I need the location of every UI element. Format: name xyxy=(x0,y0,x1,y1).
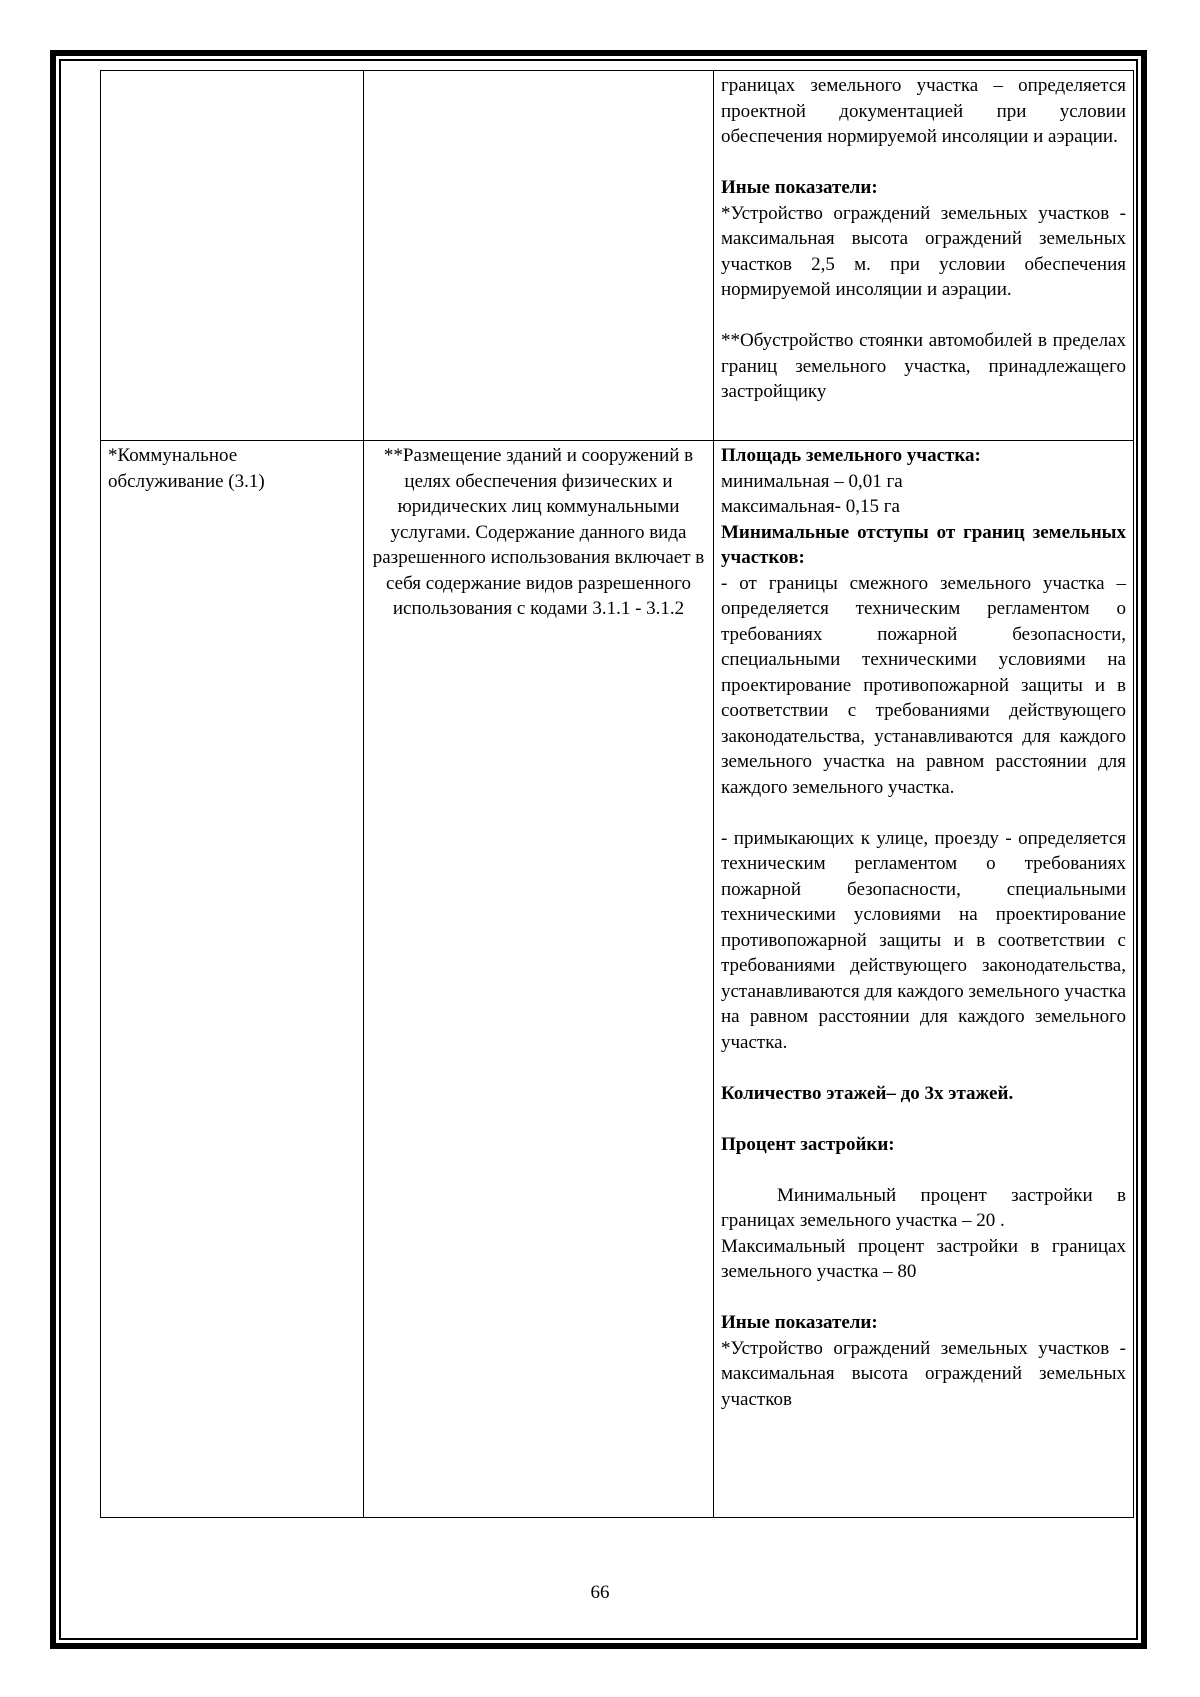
parameter-text: *Устройство ограждений земельных участков - максимальная высота ограждений земельных участков xyxy=(721,1337,1126,1410)
table-cell-type xyxy=(101,71,364,441)
table-row xyxy=(101,441,1134,1518)
table-cell-description xyxy=(364,71,714,441)
parameter-text: Максимальный процент застройки в границах земельного участка – 80 xyxy=(721,1235,1126,1282)
parameter-text: минимальная – 0,01 га xyxy=(721,470,903,492)
parameter-text: максимальная- 0,15 га xyxy=(721,496,900,517)
section-heading: Процент застройки: xyxy=(721,1133,895,1155)
table-cell-parameters xyxy=(714,71,1134,441)
parameter-text: границах земельного участка – определяется проектной документацией при условии обеспечения нормируемой инсоляции и аэрации. xyxy=(721,75,1126,147)
page-number: 66 xyxy=(590,1582,610,1603)
table-cell-description xyxy=(364,441,714,1518)
table-cell-parameters xyxy=(714,441,1134,1518)
use-type-name: *Коммунальное обслуживание (3.1) xyxy=(108,445,265,492)
parameter-text: Минимальный процент застройки в границах земельного участка – 20 . xyxy=(721,1184,1126,1231)
section-heading: Иные показатели: xyxy=(721,1312,878,1333)
table-cell-type xyxy=(101,441,364,1518)
parameter-text: - от границы смежного земельного участка – определяется техническим регламентом о требованиях пожарной безопасности, специальными техническими условиями на проектирование противопожарной защиты и в соответствии с требованиями действующего законодательства, устанавливаются для каждого земельного участка на равном расстоянии для каждого земельного участка. xyxy=(721,572,1126,798)
parameter-text: **Обустройство стоянки автомобилей в пределах границ земельного участка, принадлежащего застройщику xyxy=(721,330,1126,402)
section-heading: Минимальные отступы от границ земельных участков: xyxy=(721,521,1126,568)
section-heading: Количество этажей– до 3х этажей. xyxy=(721,1082,1014,1104)
table-row xyxy=(101,71,1134,441)
use-type-description: **Размещение зданий и сооружений в целях обеспечения физических и юридических лиц коммунальными услугами. Содержание данного вида разрешенного использования включает в себя содержание видов разрешенного использования с кодами 3.1.1 - 3.1.2 xyxy=(372,445,705,619)
section-heading: Иные показатели: xyxy=(721,177,878,198)
section-heading: Площадь земельного участка: xyxy=(721,445,981,466)
regulations-table xyxy=(100,70,1134,1518)
parameter-text: - примыкающих к улице, проезду - определяется техническим регламентом о требованиях пожарной безопасности, специальными техническими условиями на проектирование противопожарной защиты и в соответствии с требованиями действующего законодательства, устанавливаются для каждого земельного участка на равном расстоянии для каждого земельного участка. xyxy=(721,827,1126,1053)
parameter-text: *Устройство ограждений земельных участков - максимальная высота ограждений земельных участков 2,5 м. при условии обеспечения нормируемой инсоляции и аэрации. xyxy=(721,202,1126,300)
